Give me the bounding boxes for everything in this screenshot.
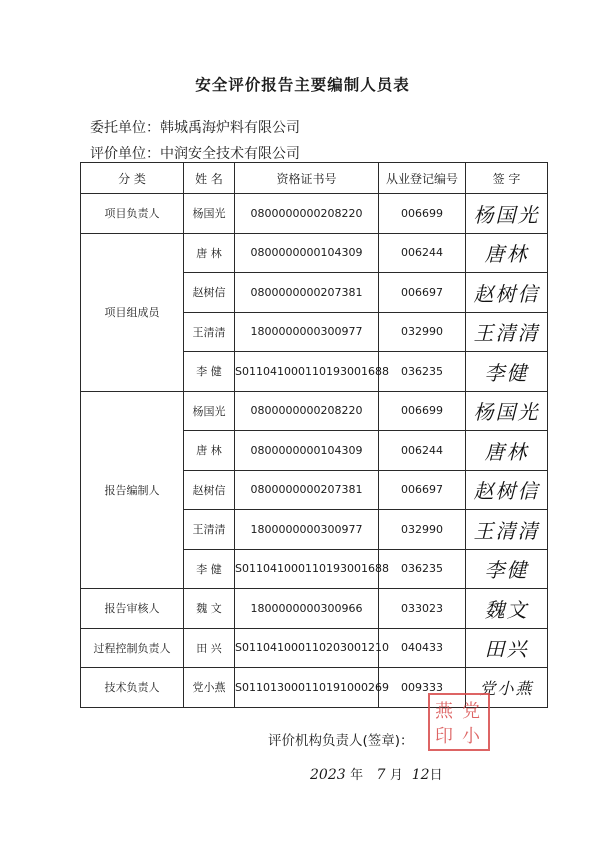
name-cell: 赵树信 <box>184 273 235 313</box>
date-month: 7 <box>376 767 386 783</box>
cert-cell: S011013000110191000269 <box>235 668 379 708</box>
category-cell: 技术负责人 <box>81 668 184 708</box>
personal-seal <box>428 693 490 751</box>
staff-table <box>80 162 548 708</box>
signature-cell: 田兴 <box>466 628 548 668</box>
reg-cell: 036235 <box>379 549 466 589</box>
reg-cell: 033023 <box>379 589 466 629</box>
client-unit: 委托单位：韩城禹海炉料有限公司 <box>90 120 300 136</box>
name-cell: 唐 林 <box>184 233 235 273</box>
category-cell: 报告编制人 <box>81 391 184 589</box>
signature-cell: 王清清 <box>466 312 548 352</box>
name-cell: 田 兴 <box>184 628 235 668</box>
cert-cell: S011041000110193001688 <box>235 352 379 392</box>
date-year-label: 年 <box>350 768 364 783</box>
name-cell: 魏 文 <box>184 589 235 629</box>
signature-cell: 杨国光 <box>466 194 548 234</box>
document-title: 安全评价报告主要编制人员表 <box>195 76 410 94</box>
name-cell: 李 健 <box>184 549 235 589</box>
name-cell: 赵树信 <box>184 470 235 510</box>
name-cell: 杨国光 <box>184 194 235 234</box>
category-cell: 报告审核人 <box>81 589 184 629</box>
responsible-signature-label: 评价机构负责人(签章)： <box>268 733 414 749</box>
name-cell: 杨国光 <box>184 391 235 431</box>
cert-cell: 0800000000208220 <box>235 194 379 234</box>
cert-cell: S011041000110193001688 <box>235 549 379 589</box>
cert-cell: 0800000000207381 <box>235 273 379 313</box>
table-row <box>81 194 548 234</box>
reg-cell: 040433 <box>379 628 466 668</box>
cert-cell: 1800000000300977 <box>235 312 379 352</box>
table-header-row <box>81 163 548 194</box>
signature-cell: 唐林 <box>466 431 548 471</box>
signature-cell: 魏文 <box>466 589 548 629</box>
header-reg: 从业登记编号 <box>379 163 466 194</box>
category-cell: 项目负责人 <box>81 194 184 234</box>
signature-cell: 杨国光 <box>466 391 548 431</box>
cert-cell: 0800000000104309 <box>235 233 379 273</box>
name-cell: 党小燕 <box>184 668 235 708</box>
evaluator-unit: 评价单位：中润安全技术有限公司 <box>90 146 300 162</box>
reg-cell: 006699 <box>379 391 466 431</box>
table-row <box>81 391 548 431</box>
signature-cell: 李健 <box>466 352 548 392</box>
seal-char: 燕 <box>435 701 453 722</box>
seal-char: 党 <box>462 701 480 722</box>
reg-cell: 006244 <box>379 431 466 471</box>
cert-cell: 1800000000300966 <box>235 589 379 629</box>
seal-char: 小 <box>462 726 480 747</box>
reg-cell: 006244 <box>379 233 466 273</box>
reg-cell: 006697 <box>379 470 466 510</box>
cert-cell: S011041000110203001210 <box>235 628 379 668</box>
signature-cell: 唐林 <box>466 233 548 273</box>
category-cell: 项目组成员 <box>81 233 184 391</box>
header-signature: 签 字 <box>466 163 548 194</box>
header-category: 分 类 <box>81 163 184 194</box>
signing-date <box>310 764 443 783</box>
table-row <box>81 628 548 668</box>
date-year: 2023 <box>310 767 346 783</box>
date-day: 12 <box>411 767 430 783</box>
name-cell: 李 健 <box>184 352 235 392</box>
staff-table-body <box>81 194 548 708</box>
name-cell: 王清清 <box>184 510 235 550</box>
reg-cell: 006697 <box>379 273 466 313</box>
cert-cell: 0800000000104309 <box>235 431 379 471</box>
seal-char: 印 <box>435 726 453 747</box>
reg-cell: 036235 <box>379 352 466 392</box>
cert-cell: 1800000000300977 <box>235 510 379 550</box>
name-cell: 唐 林 <box>184 431 235 471</box>
category-cell: 过程控制负责人 <box>81 628 184 668</box>
signature-cell: 李健 <box>466 549 548 589</box>
name-cell: 王清清 <box>184 312 235 352</box>
cert-cell: 0800000000207381 <box>235 470 379 510</box>
reg-cell: 006699 <box>379 194 466 234</box>
signature-cell: 赵树信 <box>466 273 548 313</box>
signature-cell: 赵树信 <box>466 470 548 510</box>
header-cert: 资格证书号 <box>235 163 379 194</box>
signature-cell: 党小燕 <box>466 668 548 708</box>
signature-cell: 王清清 <box>466 510 548 550</box>
table-row <box>81 589 548 629</box>
cert-cell: 0800000000208220 <box>235 391 379 431</box>
date-day-label: 日 <box>429 768 443 783</box>
reg-cell: 032990 <box>379 510 466 550</box>
reg-cell: 032990 <box>379 312 466 352</box>
table-row <box>81 233 548 273</box>
header-name: 姓 名 <box>184 163 235 194</box>
reg-cell: 009333 <box>379 668 466 708</box>
date-month-label: 月 <box>389 768 403 783</box>
